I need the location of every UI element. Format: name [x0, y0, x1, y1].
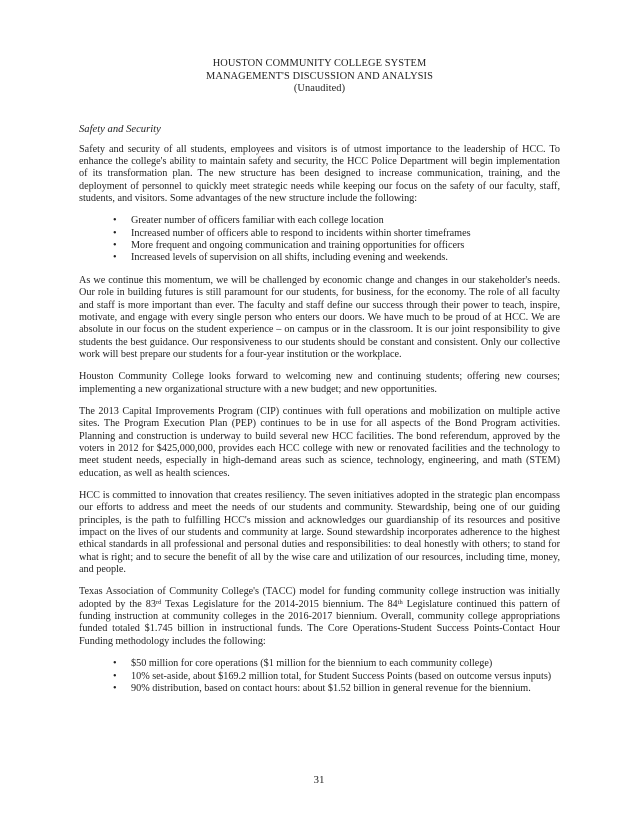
- list-item: • Increased levels of supervision on all shifts, including evening and weekends.: [113, 252, 448, 264]
- header-line-3: (Unaudited): [293, 83, 346, 94]
- paragraph-tacc: Texas Association of Community College's (TACC) model for funding community college instruction was initially adopted by the 83rd Texas Legislature for the 2014-2015 biennium. The 84th Legislature continued this pattern of funding instruction at community colleges in the 2016-2017 biennium. Overall, community college appropriations funded totaled $1.745 billion in instructional funds. The Core Operations-Student Success Points-Contact Hour Funding methodology includes the following:: [79, 586, 560, 647]
- bullet-icon: •: [113, 682, 117, 694]
- paragraph-cip: The 2013 Capital Improvements Program (CIP) continues with full operations and mobilization on multiple active sites. The Program Execution Plan (PEP) continues to be in use for all aspects of the Bond Program activities. Planning and construction is underway to build several new HCC facilities. The bond referendum, approved by the voters in 2012 for $425,000,000, provides each HCC college with new or renovated facilities and the technology to meet student needs, especially in high-demand areas such as science, technology, engineering, and math (STEM) education, as well as health sciences.: [79, 405, 560, 479]
- header-line-2: MANAGEMENT'S DISCUSSION AND ANALYSIS: [206, 70, 433, 82]
- paragraph-momentum: As we continue this momentum, we will be challenged by economic change and changes in our stakeholder's needs. Our role in building futures is still paramount for our students, for business, for the economy. The role of all faculty and staff is more important than ever. The faculty and staff define our success through their power to teach, inspire, motivate, and engage with every single person who enters our doors. We have much to be proud of at HCC. We are absolute in our focus on the student experience – on campus or in the classroom. It is our joint responsibility to give students the best guidance. Our responsiveness to our students should be constant and consistent. Only our collective work will best prepare our students for a four-year institution or the workplace.: [79, 274, 560, 360]
- list-item: • More frequent and ongoing communication and training opportunities for officers: [113, 240, 465, 252]
- bullet-icon: •: [113, 240, 117, 252]
- bullet-icon: •: [113, 227, 117, 239]
- bullet-list-advantages: [79, 215, 560, 265]
- page-number: 31: [313, 774, 325, 786]
- page-header: [79, 58, 560, 96]
- list-item: • 90% distribution, based on contact hours: about $1.52 billion in general revenue for the biennium.: [113, 682, 531, 694]
- paragraph-welcoming: Houston Community College looks forward to welcoming new and continuing students; offering new courses; implementing a new organizational structure with a new budget; and new opportunities.: [79, 371, 560, 395]
- list-item: • 10% set-aside, about $169.2 million total, for Student Success Points (based on outcome versus inputs): [113, 670, 552, 682]
- header-line-1: HOUSTON COMMUNITY COLLEGE SYSTEM: [212, 58, 427, 69]
- list-item: • $50 million for core operations ($1 million for the biennium to each community college): [113, 658, 493, 670]
- paragraph-innovation: HCC is committed to innovation that creates resiliency. The seven initiatives adopted in the strategic plan encompass our efforts to address and meet the needs of our students and community. Stewardship, being one of our guiding principles, is the path to fulfilling HCC's mission and acknowledges our guardianship of its resources and positive impact on the lives of our students and community at large. Sound stewardship incorporates adherence to the highest ethical standards in all professional and personal duties and responsibilities: to deal honestly with others; to stand for what is right; and to secure the benefit of all by the wise care and utilization of our resources, including time, money, and people.: [79, 490, 560, 576]
- bullet-list-funding: [79, 658, 560, 695]
- section-title: Safety and Security: [79, 123, 161, 135]
- list-item: • Increased number of officers able to respond to incidents within shorter timeframes: [113, 227, 471, 239]
- bullet-icon: •: [113, 215, 117, 227]
- bullet-icon: •: [113, 252, 117, 264]
- list-item: • Greater number of officers familiar with each college location: [113, 215, 384, 227]
- paragraph-safety: Safety and security of all students, employees and visitors is of utmost importance to the leadership of HCC. To enhance the college's ability to maintain safety and security, the HCC Police Department will begin implementation of its transformation plan. The new structure has been designed to increase communication, training, and the deployment of personnel to quickly meet strategic needs while keeping our focus on the safety of our faculty, staff, students, and visitors. Some advantages of the new structure include the following:: [79, 143, 560, 204]
- bullet-icon: •: [113, 670, 117, 682]
- bullet-icon: •: [113, 658, 117, 670]
